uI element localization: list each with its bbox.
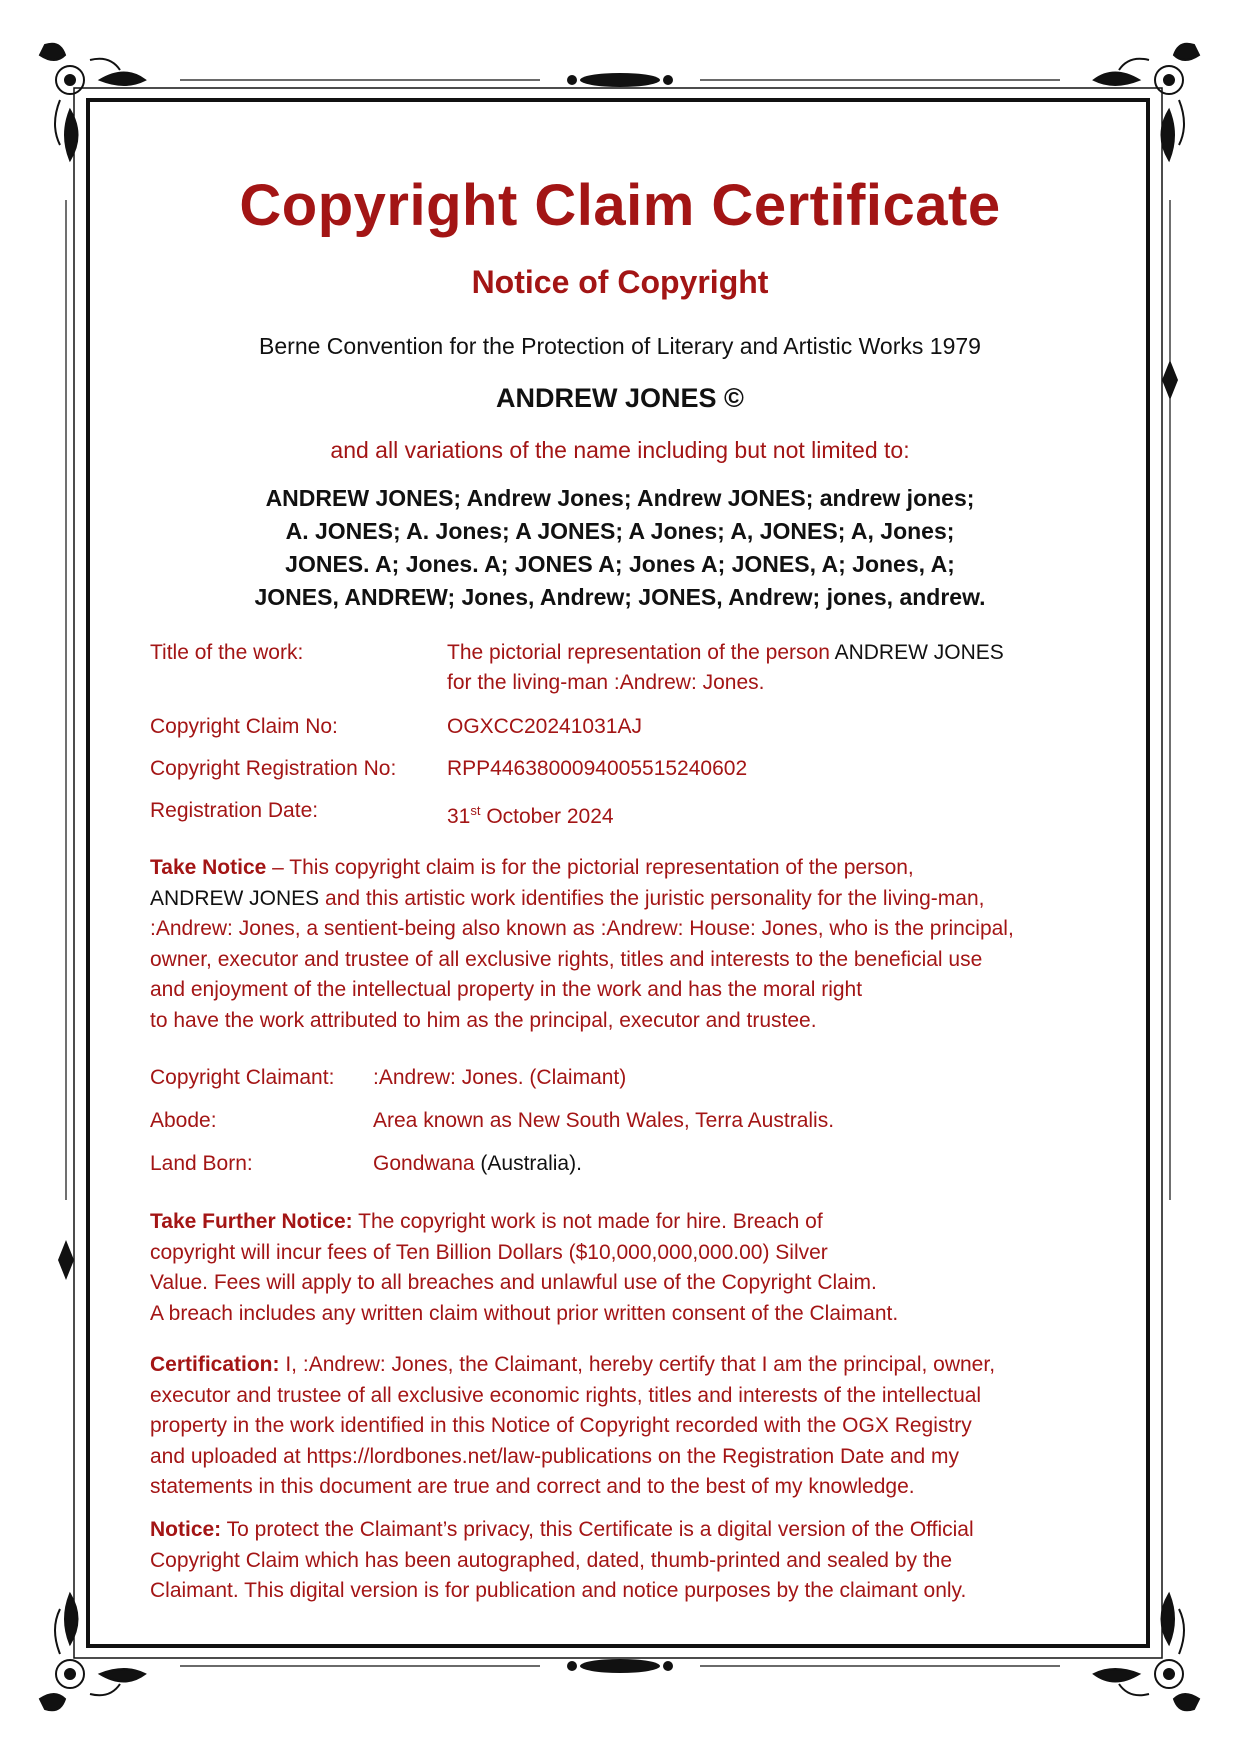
title-of-work-text: The pictorial representation of the person [447,641,835,664]
claimant-label: Copyright Claimant: [150,1066,335,1089]
paragraph-line: executor and trustee of all exclusive economic rights, titles and interests of the intellectual [150,1383,982,1407]
claim-number-label: Copyright Claim No: [150,715,338,738]
certification-label: Certification: [150,1353,280,1376]
land-born-name: Gondwana [373,1152,475,1175]
land-born-country: (Australia). [474,1152,582,1175]
paragraph-line: Claimant. This digital version is for publication and notice purposes by the claimant only. [150,1579,967,1602]
registration-month-year: October 2024 [480,805,614,828]
certificate-title: Copyright Claim Certificate [239,173,1001,238]
paragraph-line: statements in this document are true and correct and to the best of my knowledge. [150,1475,915,1498]
paragraph-line: To protect the Claimant’s privacy, this Certificate is a digital version of the Official [221,1518,974,1541]
variation-line: A. JONES; A. Jones; A JONES; A Jones; A, JONES; A, Jones; [285,518,955,544]
land-born-value [373,1149,582,1179]
convention-line: Berne Convention for the Protection of Literary and Artistic Works 1979 [259,333,981,359]
registration-day: 31 [447,805,471,828]
take-notice-label: Take Notice [150,856,267,879]
abode-value: Area known as New South Wales, Terra Australis. [373,1109,835,1132]
title-of-work-value [447,638,1004,668]
variation-line: JONES, ANDREW; Jones, Andrew; JONES, Andrew; jones, andrew. [254,584,986,610]
registration-number-value: RPP446380009400551524060​2 [447,757,748,780]
paragraph-line: Value. Fees will apply to all breaches and unlawful use of the Copyright Claim. [150,1271,877,1294]
registration-number-label: Copyright Registration No: [150,757,397,780]
paragraph-line: owner, executor and trustee of all exclusive rights, titles and interests to the beneficial use [150,947,983,971]
variation-line: JONES. A; Jones. A; JONES A; Jones A; JONES, A; Jones, A; [285,551,955,577]
paragraph-line: The copyright work is not made for hire. Breach of [352,1210,823,1233]
certification-paragraph [150,1350,1100,1503]
paragraph-line: Copyright Claim which has been autographed, dated, thumb-printed and sealed by the [150,1548,953,1572]
paragraph-line: A breach includes any written claim without prior written consent of the Claimant. [150,1301,899,1325]
paragraph-line: – This copyright claim is for the pictorial representation of the person, [266,856,914,879]
registration-day-suffix: st [470,803,481,818]
name-variations [150,482,1090,614]
title-of-work-value-line2: for the living-man :Andrew: Jones. [447,671,765,694]
claim-number-value: OGXCC20241031AJ [447,715,642,738]
variations-intro: and all variations of the name including but not limited to: [330,437,910,463]
paragraph-line: :Andrew: Jones, a sentient-being also known as :Andrew: House: Jones, who is the principal, [150,917,1014,940]
notice-label: Notice: [150,1518,222,1541]
take-notice-paragraph [150,853,1100,1036]
abode-label: Abode: [150,1109,217,1132]
registration-date-value [447,796,614,832]
paragraph-line: and enjoyment of the intellectual property in the work and has the moral right [150,978,863,1001]
paragraph-line: and uploaded at https://lordbones.net/law-publications on the Registration Date and my [150,1444,960,1468]
take-notice-name: ANDREW JONES [150,886,320,910]
registration-date-label: Registration Date: [150,799,319,822]
variation-line: ANDREW JONES; Andrew Jones; Andrew JONES; andrew jones; [265,485,975,511]
paragraph-line: and this artistic work identifies the juristic personality for the living-man, [319,886,985,910]
title-of-work-name: ANDREW JONES [834,641,1004,664]
paragraph-line: to have the work attributed to him as the principal, executor and trustee. [150,1008,817,1032]
certificate-subtitle: Notice of Copyright [471,264,769,300]
notice-paragraph [150,1515,1100,1607]
paragraph-line: copyright will incur fees of Ten Billion Dollars ($10,000,000,000.00) Silver [150,1240,828,1264]
take-further-notice-paragraph [150,1207,1100,1329]
claimant-value: :Andrew: Jones. (Claimant) [373,1066,627,1089]
land-born-label: Land Born: [150,1152,253,1175]
paragraph-line: property in the work identified in this Notice of Copyright recorded with the OGX Registry [150,1414,972,1437]
paragraph-line: I, :Andrew: Jones, the Claimant, hereby certify that I am the principal, owner, [279,1353,996,1376]
title-of-work-label: Title of the work: [150,641,304,664]
copyright-name: ANDREW JONES © [496,383,744,413]
take-further-notice-label: Take Further Notice: [150,1210,353,1233]
